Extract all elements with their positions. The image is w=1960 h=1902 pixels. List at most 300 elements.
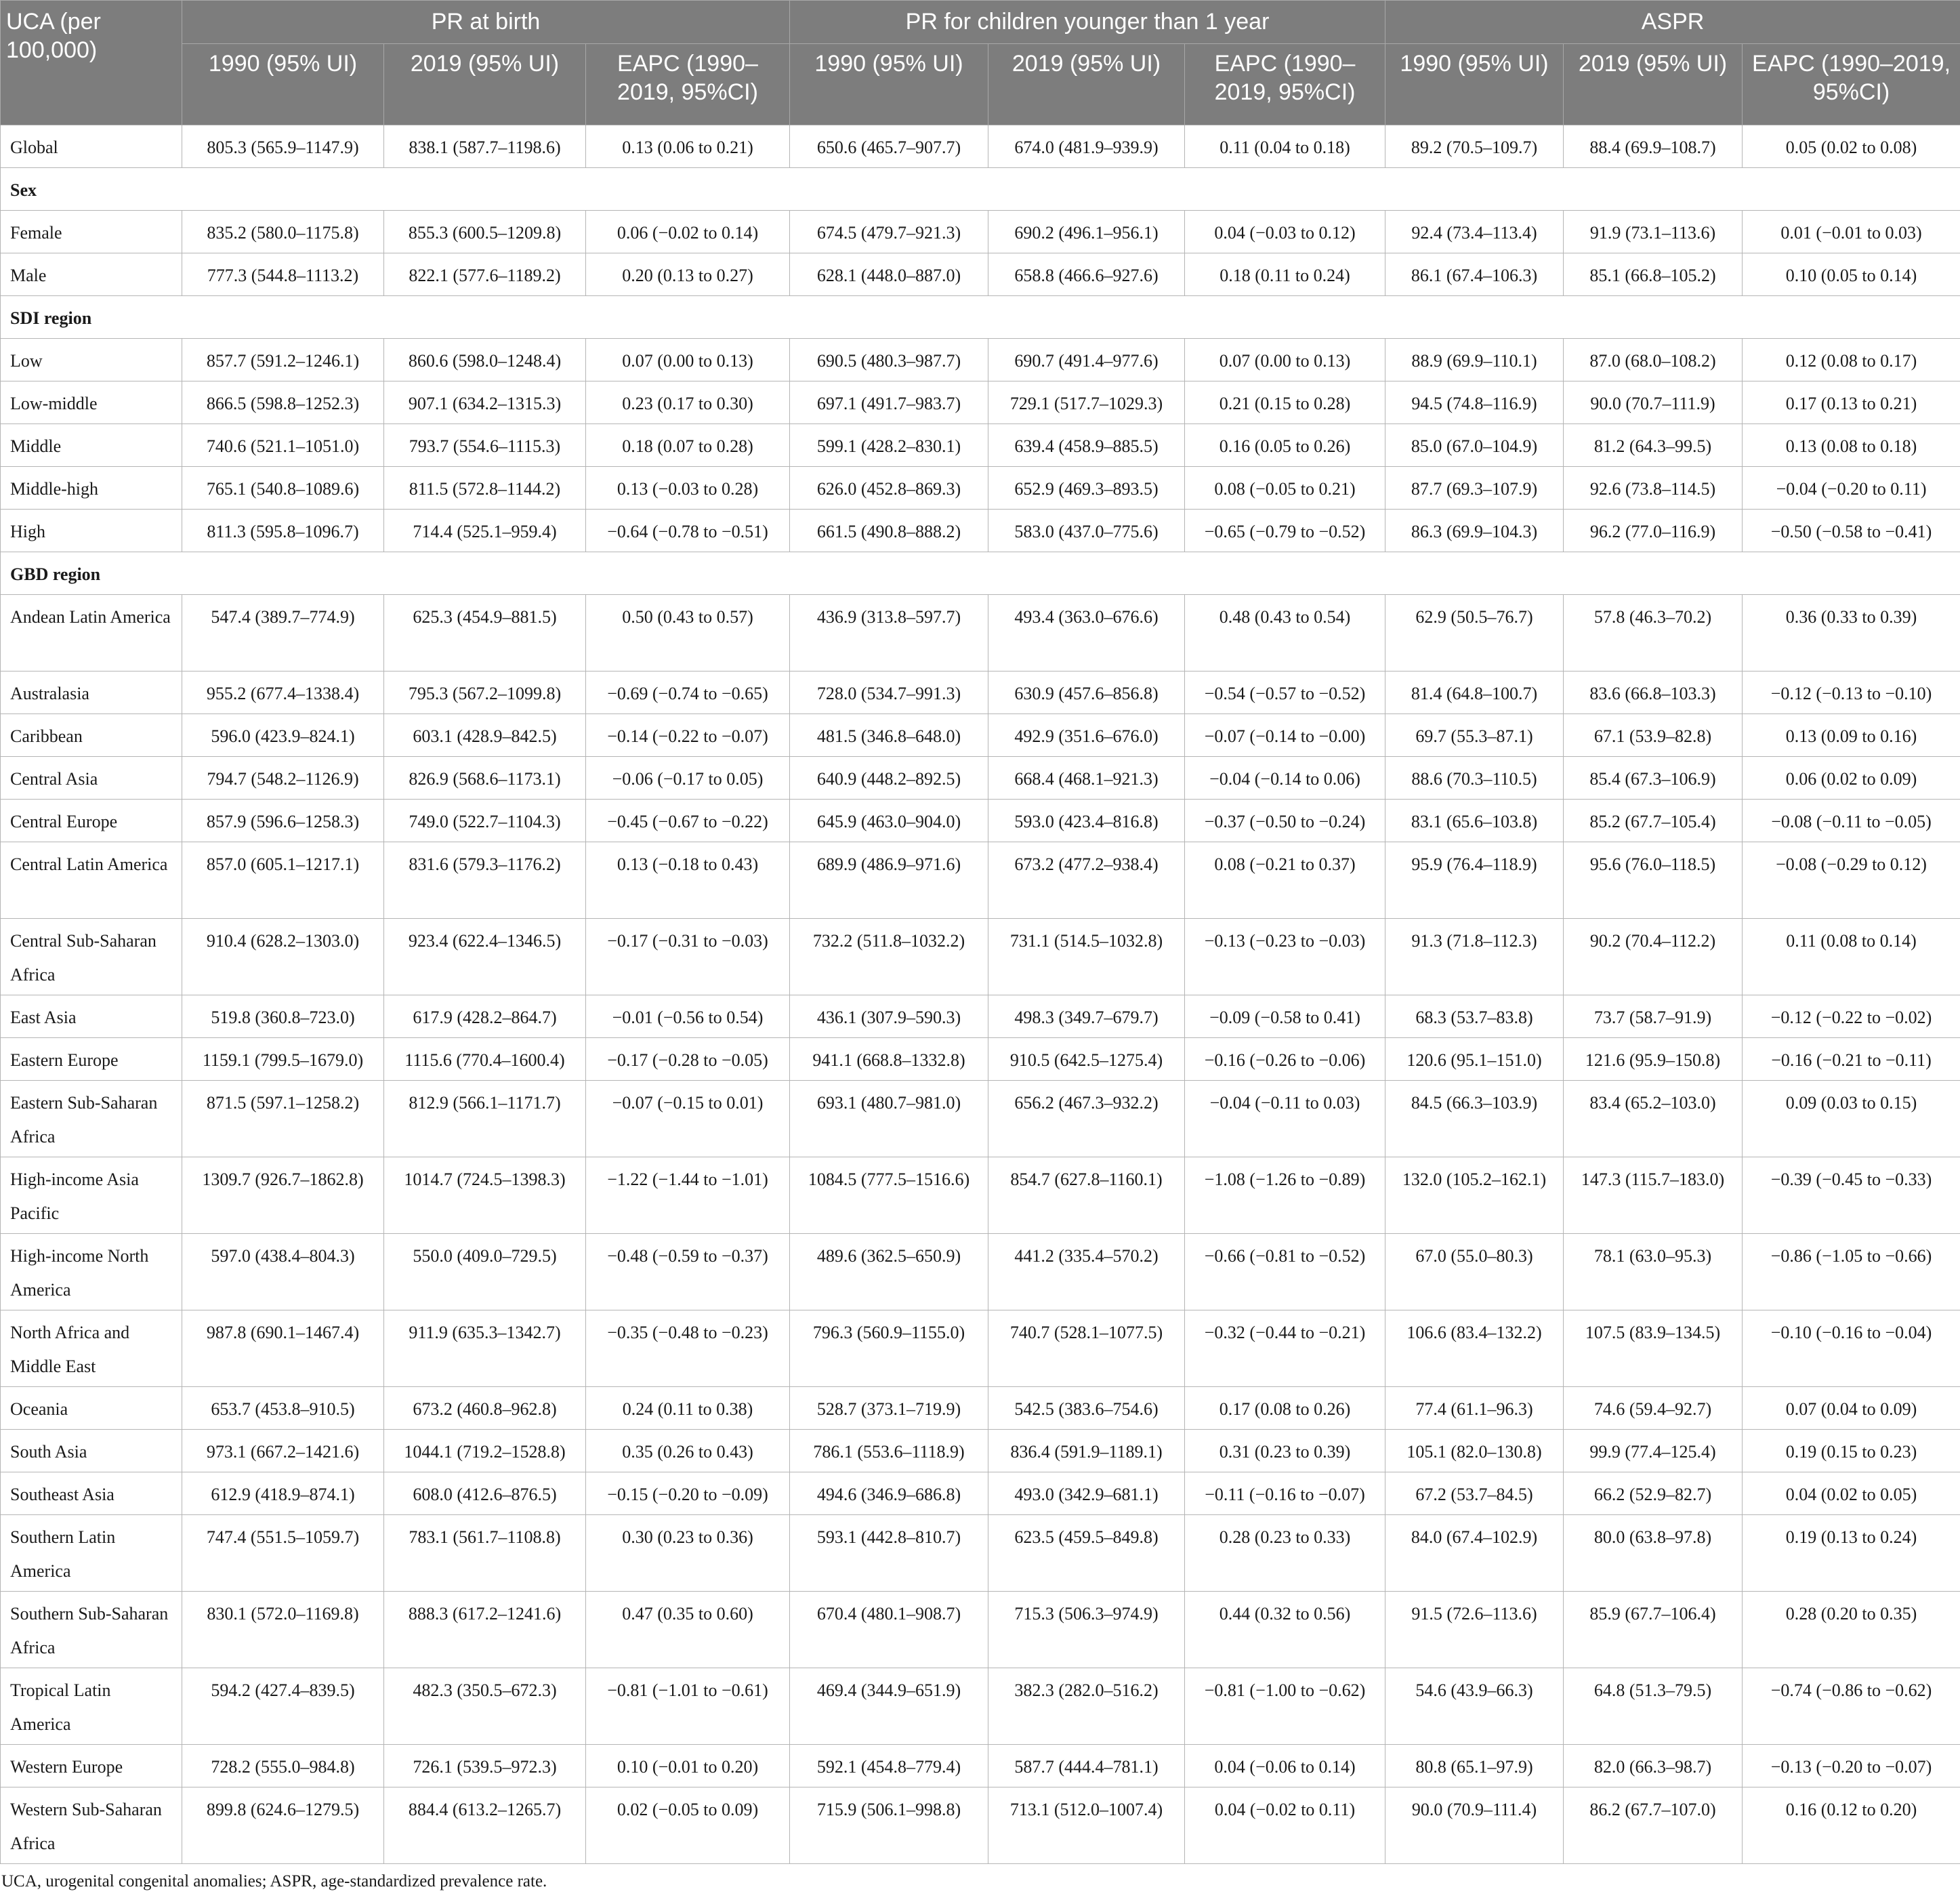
- row-label: North Africa and Middle East: [1, 1310, 182, 1387]
- section-row: [1, 168, 1960, 211]
- table-cell: 0.13 (0.08 to 0.18): [1743, 424, 1960, 467]
- table-cell: 99.9 (77.4–125.4): [1564, 1430, 1743, 1472]
- table-cell: −0.13 (−0.23 to −0.03): [1185, 919, 1385, 995]
- table-cell: 871.5 (597.1–1258.2): [182, 1081, 384, 1157]
- table-cell: 729.1 (517.7–1029.3): [988, 381, 1185, 424]
- table-cell: 90.2 (70.4–112.2): [1564, 919, 1743, 995]
- table-cell: 498.3 (349.7–679.7): [988, 995, 1185, 1038]
- table-cell: 812.9 (566.1–1171.7): [384, 1081, 586, 1157]
- table-cell: 0.06 (−0.02 to 0.14): [586, 211, 790, 253]
- table-cell: 0.24 (0.11 to 0.38): [586, 1387, 790, 1430]
- table-cell: −0.39 (−0.45 to −0.33): [1743, 1157, 1960, 1234]
- table-cell: 0.11 (0.04 to 0.18): [1185, 125, 1385, 168]
- table-cell: 121.6 (95.9–150.8): [1564, 1038, 1743, 1081]
- table-cell: 54.6 (43.9–66.3): [1385, 1668, 1564, 1745]
- table-cell: 645.9 (463.0–904.0): [790, 800, 988, 842]
- table-cell: 1044.1 (719.2–1528.8): [384, 1430, 586, 1472]
- table-cell: 0.36 (0.33 to 0.39): [1743, 595, 1960, 671]
- table-cell: 92.4 (73.4–113.4): [1385, 211, 1564, 253]
- table-cell: 674.0 (481.9–939.9): [988, 125, 1185, 168]
- table-cell: 550.0 (409.0–729.5): [384, 1234, 586, 1310]
- table-cell: 0.17 (0.13 to 0.21): [1743, 381, 1960, 424]
- table-row: [1, 1515, 1960, 1592]
- table-cell: −0.04 (−0.11 to 0.03): [1185, 1081, 1385, 1157]
- table-cell: 0.08 (−0.05 to 0.21): [1185, 467, 1385, 510]
- table-cell: 630.9 (457.6–856.8): [988, 671, 1185, 714]
- table-cell: −0.10 (−0.16 to −0.04): [1743, 1310, 1960, 1387]
- table-cell: 88.9 (69.9–110.1): [1385, 339, 1564, 381]
- table-cell: 911.9 (635.3–1342.7): [384, 1310, 586, 1387]
- table-row: [1, 1310, 1960, 1387]
- table-cell: 0.35 (0.26 to 0.43): [586, 1430, 790, 1472]
- table-cell: 747.4 (551.5–1059.7): [182, 1515, 384, 1592]
- table-row: [1, 339, 1960, 381]
- table-cell: −0.11 (−0.16 to −0.07): [1185, 1472, 1385, 1515]
- table-cell: −0.16 (−0.26 to −0.06): [1185, 1038, 1385, 1081]
- table-cell: 594.2 (427.4–839.5): [182, 1668, 384, 1745]
- table-cell: 66.2 (52.9–82.7): [1564, 1472, 1743, 1515]
- table-row: [1, 1081, 1960, 1157]
- table-cell: 923.4 (622.4–1346.5): [384, 919, 586, 995]
- table-cell: 0.07 (0.00 to 0.13): [586, 339, 790, 381]
- table-cell: 987.8 (690.1–1467.4): [182, 1310, 384, 1387]
- table-cell: 0.05 (0.02 to 0.08): [1743, 125, 1960, 168]
- row-label: Eastern Europe: [1, 1038, 182, 1081]
- table-cell: −0.50 (−0.58 to −0.41): [1743, 510, 1960, 552]
- table-cell: 973.1 (667.2–1421.6): [182, 1430, 384, 1472]
- table-cell: 96.2 (77.0–116.9): [1564, 510, 1743, 552]
- table-cell: 547.4 (389.7–774.9): [182, 595, 384, 671]
- table-cell: 1309.7 (926.7–1862.8): [182, 1157, 384, 1234]
- row-label: Central Latin America: [1, 842, 182, 919]
- table-cell: 64.8 (51.3–79.5): [1564, 1668, 1743, 1745]
- table-cell: 0.28 (0.20 to 0.35): [1743, 1592, 1960, 1668]
- table-cell: −0.64 (−0.78 to −0.51): [586, 510, 790, 552]
- table-cell: 95.9 (76.4–118.9): [1385, 842, 1564, 919]
- table-cell: 88.4 (69.9–108.7): [1564, 125, 1743, 168]
- table-cell: −0.17 (−0.28 to −0.05): [586, 1038, 790, 1081]
- table-cell: 689.9 (486.9–971.6): [790, 842, 988, 919]
- table-cell: 0.30 (0.23 to 0.36): [586, 1515, 790, 1592]
- table-cell: 489.6 (362.5–650.9): [790, 1234, 988, 1310]
- table-cell: 639.4 (458.9–885.5): [988, 424, 1185, 467]
- table-cell: 599.1 (428.2–830.1): [790, 424, 988, 467]
- table-cell: 0.08 (−0.21 to 0.37): [1185, 842, 1385, 919]
- table-cell: −0.48 (−0.59 to −0.37): [586, 1234, 790, 1310]
- table-cell: 91.9 (73.1–113.6): [1564, 211, 1743, 253]
- table-cell: 94.5 (74.8–116.9): [1385, 381, 1564, 424]
- table-cell: −0.04 (−0.14 to 0.06): [1185, 757, 1385, 800]
- row-label: Caribbean: [1, 714, 182, 757]
- table-cell: 765.1 (540.8–1089.6): [182, 467, 384, 510]
- table-cell: 670.4 (480.1–908.7): [790, 1592, 988, 1668]
- table-cell: 0.47 (0.35 to 0.60): [586, 1592, 790, 1668]
- header-subcolumn: 1990 (95% UI): [790, 44, 988, 125]
- table-cell: 731.1 (514.5–1032.8): [988, 919, 1185, 995]
- header-subcolumn: EAPC (1990–2019, 95%CI): [1185, 44, 1385, 125]
- table-cell: −0.86 (−1.05 to −0.66): [1743, 1234, 1960, 1310]
- table-cell: 777.3 (544.8–1113.2): [182, 253, 384, 296]
- table-cell: 85.2 (67.7–105.4): [1564, 800, 1743, 842]
- section-row: [1, 552, 1960, 595]
- table-cell: 650.6 (465.7–907.7): [790, 125, 988, 168]
- table-cell: 69.7 (55.3–87.1): [1385, 714, 1564, 757]
- table-cell: 492.9 (351.6–676.0): [988, 714, 1185, 757]
- table-cell: 0.11 (0.08 to 0.14): [1743, 919, 1960, 995]
- table-cell: 732.2 (511.8–1032.2): [790, 919, 988, 995]
- table-cell: 625.3 (454.9–881.5): [384, 595, 586, 671]
- row-label: High-income Asia Pacific: [1, 1157, 182, 1234]
- table-cell: −0.04 (−0.20 to 0.11): [1743, 467, 1960, 510]
- table-cell: 796.3 (560.9–1155.0): [790, 1310, 988, 1387]
- table-cell: 728.2 (555.0–984.8): [182, 1745, 384, 1787]
- table-cell: 81.4 (64.8–100.7): [1385, 671, 1564, 714]
- table-cell: 57.8 (46.3–70.2): [1564, 595, 1743, 671]
- table-row: [1, 1745, 1960, 1787]
- table-cell: 0.13 (0.06 to 0.21): [586, 125, 790, 168]
- table-cell: 0.31 (0.23 to 0.39): [1185, 1430, 1385, 1472]
- table-cell: 107.5 (83.9–134.5): [1564, 1310, 1743, 1387]
- table-row: [1, 1668, 1960, 1745]
- table-cell: 597.0 (438.4–804.3): [182, 1234, 384, 1310]
- table-cell: 0.02 (−0.05 to 0.09): [586, 1787, 790, 1864]
- table-cell: 888.3 (617.2–1241.6): [384, 1592, 586, 1668]
- row-label: Oceania: [1, 1387, 182, 1430]
- table-cell: −0.66 (−0.81 to −0.52): [1185, 1234, 1385, 1310]
- table-cell: 80.8 (65.1–97.9): [1385, 1745, 1564, 1787]
- table-cell: 866.5 (598.8–1252.3): [182, 381, 384, 424]
- row-label: Middle-high: [1, 467, 182, 510]
- table-cell: 441.2 (335.4–570.2): [988, 1234, 1185, 1310]
- table-cell: 860.6 (598.0–1248.4): [384, 339, 586, 381]
- table-cell: 592.1 (454.8–779.4): [790, 1745, 988, 1787]
- table-cell: 73.7 (58.7–91.9): [1564, 995, 1743, 1038]
- section-label: SDI region: [1, 296, 1960, 339]
- table-cell: −0.45 (−0.67 to −0.22): [586, 800, 790, 842]
- table-cell: 81.2 (64.3–99.5): [1564, 424, 1743, 467]
- row-label: Australasia: [1, 671, 182, 714]
- table-cell: 690.5 (480.3–987.7): [790, 339, 988, 381]
- table-cell: 690.2 (496.1–956.1): [988, 211, 1185, 253]
- table-cell: 658.8 (466.6–927.6): [988, 253, 1185, 296]
- table-cell: −1.22 (−1.44 to −1.01): [586, 1157, 790, 1234]
- row-label: Global: [1, 125, 182, 168]
- table-cell: 1084.5 (777.5–1516.6): [790, 1157, 988, 1234]
- table-cell: 89.2 (70.5–109.7): [1385, 125, 1564, 168]
- table-cell: 0.44 (0.32 to 0.56): [1185, 1592, 1385, 1668]
- table-cell: 85.4 (67.3–106.9): [1564, 757, 1743, 800]
- table-cell: 715.9 (506.1–998.8): [790, 1787, 988, 1864]
- table-cell: −0.07 (−0.15 to 0.01): [586, 1081, 790, 1157]
- table-cell: 436.9 (313.8–597.7): [790, 595, 988, 671]
- table-cell: 542.5 (383.6–754.6): [988, 1387, 1185, 1430]
- section-label: GBD region: [1, 552, 1960, 595]
- table-cell: 652.9 (469.3–893.5): [988, 467, 1185, 510]
- table-cell: 0.04 (−0.02 to 0.11): [1185, 1787, 1385, 1864]
- table-row: [1, 1038, 1960, 1081]
- table-cell: 87.0 (68.0–108.2): [1564, 339, 1743, 381]
- table-cell: 838.1 (587.7–1198.6): [384, 125, 586, 168]
- table-cell: 0.21 (0.15 to 0.28): [1185, 381, 1385, 424]
- table-cell: −0.54 (−0.57 to −0.52): [1185, 671, 1385, 714]
- table-cell: 593.1 (442.8–810.7): [790, 1515, 988, 1592]
- table-cell: −0.12 (−0.22 to −0.02): [1743, 995, 1960, 1038]
- table-cell: 469.4 (344.9–651.9): [790, 1668, 988, 1745]
- table-row: [1, 125, 1960, 168]
- table-cell: 693.1 (480.7–981.0): [790, 1081, 988, 1157]
- table-cell: 674.5 (479.7–921.3): [790, 211, 988, 253]
- table-cell: 854.7 (627.8–1160.1): [988, 1157, 1185, 1234]
- table-row: [1, 467, 1960, 510]
- table-cell: 83.1 (65.6–103.8): [1385, 800, 1564, 842]
- table-cell: 86.3 (69.9–104.3): [1385, 510, 1564, 552]
- table-cell: 583.0 (437.0–775.6): [988, 510, 1185, 552]
- table-cell: 910.5 (642.5–1275.4): [988, 1038, 1185, 1081]
- table-cell: 726.1 (539.5–972.3): [384, 1745, 586, 1787]
- table-cell: 593.0 (423.4–816.8): [988, 800, 1185, 842]
- table-cell: 749.0 (522.7–1104.3): [384, 800, 586, 842]
- table-cell: 132.0 (105.2–162.1): [1385, 1157, 1564, 1234]
- table-cell: 0.04 (−0.03 to 0.12): [1185, 211, 1385, 253]
- table-cell: 90.0 (70.9–111.4): [1385, 1787, 1564, 1864]
- table-cell: 493.4 (363.0–676.6): [988, 595, 1185, 671]
- table-cell: 822.1 (577.6–1189.2): [384, 253, 586, 296]
- table-cell: 0.48 (0.43 to 0.54): [1185, 595, 1385, 671]
- table-cell: 793.7 (554.6–1115.3): [384, 424, 586, 467]
- table-cell: −0.37 (−0.50 to −0.24): [1185, 800, 1385, 842]
- table-cell: 941.1 (668.8–1332.8): [790, 1038, 988, 1081]
- table-cell: 653.7 (453.8–910.5): [182, 1387, 384, 1430]
- header-subcolumn: 1990 (95% UI): [182, 44, 384, 125]
- table-cell: 82.0 (66.3–98.7): [1564, 1745, 1743, 1787]
- table-cell: 80.0 (63.8–97.8): [1564, 1515, 1743, 1592]
- table-cell: 481.5 (346.8–648.0): [790, 714, 988, 757]
- table-cell: −0.06 (−0.17 to 0.05): [586, 757, 790, 800]
- table-cell: −0.32 (−0.44 to −0.21): [1185, 1310, 1385, 1387]
- table-cell: 673.2 (460.8–962.8): [384, 1387, 586, 1430]
- table-cell: 596.0 (423.9–824.1): [182, 714, 384, 757]
- row-label: Eastern Sub-Saharan Africa: [1, 1081, 182, 1157]
- table-cell: 92.6 (73.8–114.5): [1564, 467, 1743, 510]
- table-cell: 528.7 (373.1–719.9): [790, 1387, 988, 1430]
- table-cell: 673.2 (477.2–938.4): [988, 842, 1185, 919]
- table-body: [1, 125, 1960, 1864]
- table-cell: 0.17 (0.08 to 0.26): [1185, 1387, 1385, 1430]
- table-cell: 857.7 (591.2–1246.1): [182, 339, 384, 381]
- table-cell: 857.9 (596.6–1258.3): [182, 800, 384, 842]
- table-cell: 147.3 (115.7–183.0): [1564, 1157, 1743, 1234]
- table-cell: 0.13 (−0.03 to 0.28): [586, 467, 790, 510]
- table-row: [1, 671, 1960, 714]
- header-row-groups: [1, 1, 1960, 44]
- table-cell: 955.2 (677.4–1338.4): [182, 671, 384, 714]
- table-cell: −0.07 (−0.14 to −0.00): [1185, 714, 1385, 757]
- row-label: East Asia: [1, 995, 182, 1038]
- table-footnote: UCA, urogenital congenital anomalies; ASPR, age-standardized prevalence rate.: [1, 1872, 547, 1890]
- row-label: High-income North America: [1, 1234, 182, 1310]
- header-group-pr-under-1-year: PR for children younger than 1 year: [790, 1, 1385, 44]
- row-label: Southern Latin America: [1, 1515, 182, 1592]
- table-cell: 0.01 (−0.01 to 0.03): [1743, 211, 1960, 253]
- table-cell: 603.1 (428.9–842.5): [384, 714, 586, 757]
- table-cell: 67.0 (55.0–80.3): [1385, 1234, 1564, 1310]
- table-cell: 83.6 (66.8–103.3): [1564, 671, 1743, 714]
- table-cell: 67.1 (53.9–82.8): [1564, 714, 1743, 757]
- table-cell: 84.0 (67.4–102.9): [1385, 1515, 1564, 1592]
- table-cell: −0.12 (−0.13 to −0.10): [1743, 671, 1960, 714]
- table-cell: 830.1 (572.0–1169.8): [182, 1592, 384, 1668]
- table-cell: 0.09 (0.03 to 0.15): [1743, 1081, 1960, 1157]
- table-cell: 0.06 (0.02 to 0.09): [1743, 757, 1960, 800]
- row-label: Middle: [1, 424, 182, 467]
- table-cell: 0.04 (0.02 to 0.05): [1743, 1472, 1960, 1515]
- table-cell: 786.1 (553.6–1118.9): [790, 1430, 988, 1472]
- table-cell: 91.3 (71.8–112.3): [1385, 919, 1564, 995]
- table-cell: 715.3 (506.3–974.9): [988, 1592, 1185, 1668]
- table-cell: −0.13 (−0.20 to −0.07): [1743, 1745, 1960, 1787]
- table-row: [1, 995, 1960, 1038]
- table-cell: 907.1 (634.2–1315.3): [384, 381, 586, 424]
- table-cell: 0.13 (−0.18 to 0.43): [586, 842, 790, 919]
- table-cell: 519.8 (360.8–723.0): [182, 995, 384, 1038]
- table-cell: −0.09 (−0.58 to 0.41): [1185, 995, 1385, 1038]
- table-cell: 0.10 (0.05 to 0.14): [1743, 253, 1960, 296]
- table-cell: 668.4 (468.1–921.3): [988, 757, 1185, 800]
- table-cell: 91.5 (72.6–113.6): [1385, 1592, 1564, 1668]
- table-cell: 0.13 (0.09 to 0.16): [1743, 714, 1960, 757]
- table-cell: 794.7 (548.2–1126.9): [182, 757, 384, 800]
- row-label: Female: [1, 211, 182, 253]
- table-cell: 88.6 (70.3–110.5): [1385, 757, 1564, 800]
- table-row: [1, 1234, 1960, 1310]
- table-cell: 86.1 (67.4–106.3): [1385, 253, 1564, 296]
- table-cell: 0.19 (0.13 to 0.24): [1743, 1515, 1960, 1592]
- table-cell: 690.7 (491.4–977.6): [988, 339, 1185, 381]
- table-cell: 783.1 (561.7–1108.8): [384, 1515, 586, 1592]
- table-row: [1, 1787, 1960, 1864]
- row-label: Tropical Latin America: [1, 1668, 182, 1745]
- table-cell: −0.81 (−1.00 to −0.62): [1185, 1668, 1385, 1745]
- table-cell: 436.1 (307.9–590.3): [790, 995, 988, 1038]
- table-cell: 74.6 (59.4–92.7): [1564, 1387, 1743, 1430]
- table-cell: 811.5 (572.8–1144.2): [384, 467, 586, 510]
- table-cell: −0.65 (−0.79 to −0.52): [1185, 510, 1385, 552]
- table-cell: 728.0 (534.7–991.3): [790, 671, 988, 714]
- table-cell: 106.6 (83.4–132.2): [1385, 1310, 1564, 1387]
- header-subcolumn: EAPC (1990–2019, 95%CI): [1743, 44, 1960, 125]
- table-cell: 884.4 (613.2–1265.7): [384, 1787, 586, 1864]
- table-cell: 382.3 (282.0–516.2): [988, 1668, 1185, 1745]
- table-cell: 640.9 (448.2–892.5): [790, 757, 988, 800]
- table-cell: 62.9 (50.5–76.7): [1385, 595, 1564, 671]
- row-label: Southern Sub-Saharan Africa: [1, 1592, 182, 1668]
- table-cell: 661.5 (490.8–888.2): [790, 510, 988, 552]
- header-subcolumn: 1990 (95% UI): [1385, 44, 1564, 125]
- table-cell: 0.12 (0.08 to 0.17): [1743, 339, 1960, 381]
- table-cell: 105.1 (82.0–130.8): [1385, 1430, 1564, 1472]
- table-cell: −0.74 (−0.86 to −0.62): [1743, 1668, 1960, 1745]
- table-cell: 612.9 (418.9–874.1): [182, 1472, 384, 1515]
- row-label: Andean Latin America: [1, 595, 182, 671]
- row-label: High: [1, 510, 182, 552]
- table-cell: 90.0 (70.7–111.9): [1564, 381, 1743, 424]
- table-row: [1, 842, 1960, 919]
- header-group-pr-at-birth: PR at birth: [182, 1, 790, 44]
- table-row: [1, 1387, 1960, 1430]
- table-cell: 899.8 (624.6–1279.5): [182, 1787, 384, 1864]
- table-cell: 623.5 (459.5–849.8): [988, 1515, 1185, 1592]
- table-cell: 482.3 (350.5–672.3): [384, 1668, 586, 1745]
- table-cell: 77.4 (61.1–96.3): [1385, 1387, 1564, 1430]
- table-cell: 87.7 (69.3–107.9): [1385, 467, 1564, 510]
- table-cell: 0.19 (0.15 to 0.23): [1743, 1430, 1960, 1472]
- table-cell: 86.2 (67.7–107.0): [1564, 1787, 1743, 1864]
- table-cell: 1115.6 (770.4–1600.4): [384, 1038, 586, 1081]
- table-cell: 608.0 (412.6–876.5): [384, 1472, 586, 1515]
- table-cell: 0.16 (0.12 to 0.20): [1743, 1787, 1960, 1864]
- table-cell: 83.4 (65.2–103.0): [1564, 1081, 1743, 1157]
- table-cell: 835.2 (580.0–1175.8): [182, 211, 384, 253]
- table-cell: 0.23 (0.17 to 0.30): [586, 381, 790, 424]
- table-cell: 910.4 (628.2–1303.0): [182, 919, 384, 995]
- table-cell: −0.15 (−0.20 to −0.09): [586, 1472, 790, 1515]
- table-cell: 0.10 (−0.01 to 0.20): [586, 1745, 790, 1787]
- table-row: [1, 595, 1960, 671]
- table-cell: 84.5 (66.3–103.9): [1385, 1081, 1564, 1157]
- row-label: Male: [1, 253, 182, 296]
- table-cell: −0.08 (−0.11 to −0.05): [1743, 800, 1960, 842]
- header-subcolumn: 2019 (95% UI): [1564, 44, 1743, 125]
- table-cell: 493.0 (342.9–681.1): [988, 1472, 1185, 1515]
- row-label: Central Asia: [1, 757, 182, 800]
- table-cell: 0.07 (0.00 to 0.13): [1185, 339, 1385, 381]
- table-row: [1, 424, 1960, 467]
- table-cell: 713.1 (512.0–1007.4): [988, 1787, 1185, 1864]
- row-label: South Asia: [1, 1430, 182, 1472]
- row-label: Low: [1, 339, 182, 381]
- header-row-subcolumns: [1, 44, 1960, 125]
- table-cell: 1014.7 (724.5–1398.3): [384, 1157, 586, 1234]
- table-cell: 826.9 (568.6–1173.1): [384, 757, 586, 800]
- table-row: [1, 1472, 1960, 1515]
- table-row: [1, 1157, 1960, 1234]
- table-cell: −0.16 (−0.21 to −0.11): [1743, 1038, 1960, 1081]
- table-cell: 740.6 (521.1–1051.0): [182, 424, 384, 467]
- table-cell: 68.3 (53.7–83.8): [1385, 995, 1564, 1038]
- row-label: Low-middle: [1, 381, 182, 424]
- table-cell: 714.4 (525.1–959.4): [384, 510, 586, 552]
- table-cell: 85.9 (67.7–106.4): [1564, 1592, 1743, 1668]
- table-row: [1, 510, 1960, 552]
- table-cell: 795.3 (567.2–1099.8): [384, 671, 586, 714]
- table-cell: 855.3 (600.5–1209.8): [384, 211, 586, 253]
- header-subcolumn: 2019 (95% UI): [988, 44, 1185, 125]
- table-cell: 0.20 (0.13 to 0.27): [586, 253, 790, 296]
- table-cell: −0.14 (−0.22 to −0.07): [586, 714, 790, 757]
- table-cell: 836.4 (591.9–1189.1): [988, 1430, 1185, 1472]
- table-cell: 85.1 (66.8–105.2): [1564, 253, 1743, 296]
- table-cell: 628.1 (448.0–887.0): [790, 253, 988, 296]
- table-cell: −0.17 (−0.31 to −0.03): [586, 919, 790, 995]
- table-row: [1, 714, 1960, 757]
- table-cell: 831.6 (579.3–1176.2): [384, 842, 586, 919]
- table-cell: 740.7 (528.1–1077.5): [988, 1310, 1185, 1387]
- table-cell: 587.7 (444.4–781.1): [988, 1745, 1185, 1787]
- table-cell: 0.50 (0.43 to 0.57): [586, 595, 790, 671]
- table-row: [1, 1430, 1960, 1472]
- table-cell: −0.01 (−0.56 to 0.54): [586, 995, 790, 1038]
- table-cell: 0.18 (0.07 to 0.28): [586, 424, 790, 467]
